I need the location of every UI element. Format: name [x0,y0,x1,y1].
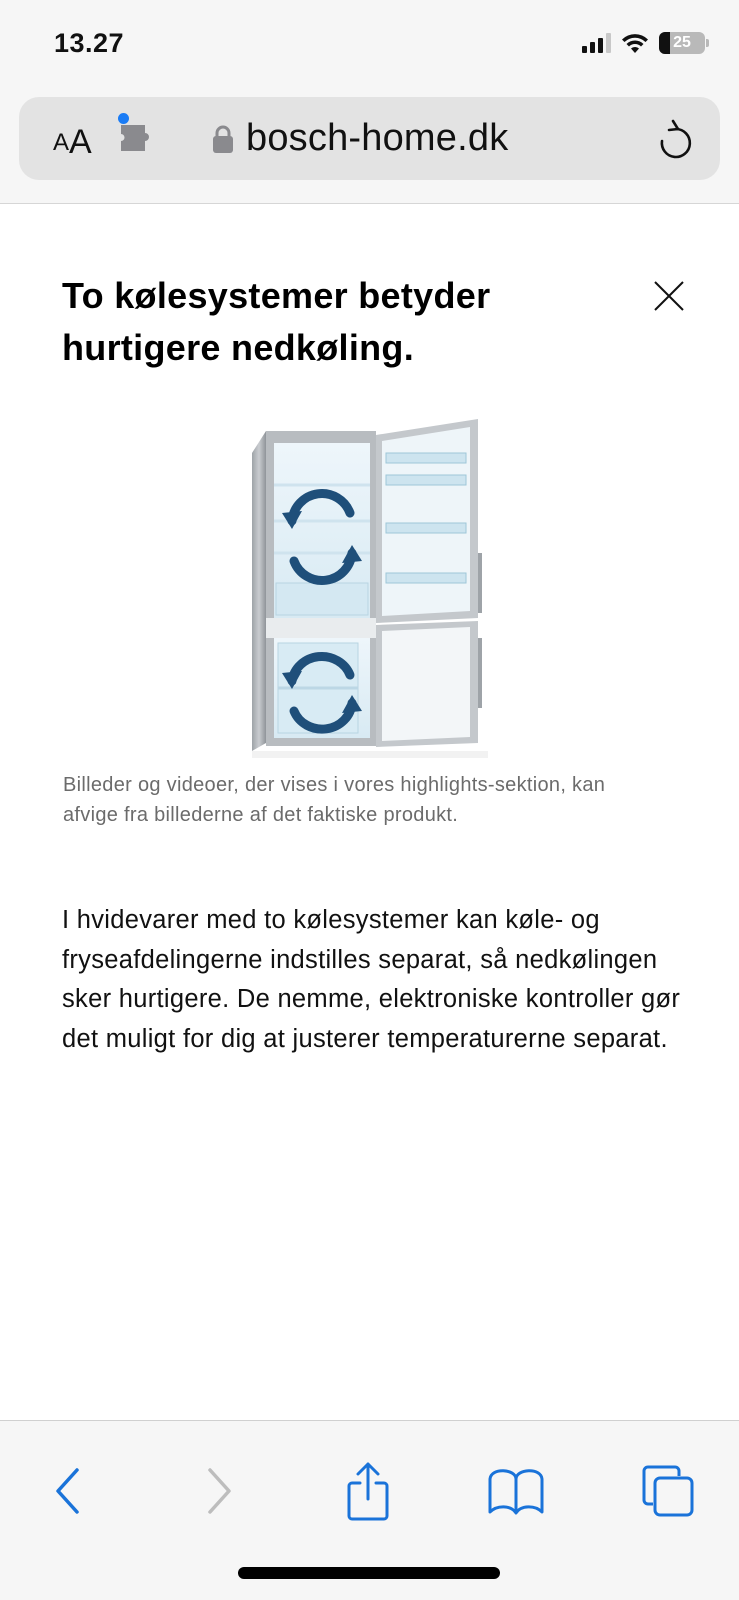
text-size-icon-large: A [69,123,92,161]
lock-icon [212,124,234,154]
wifi-icon [621,32,649,54]
tabs-icon [641,1464,695,1518]
browser-top-bar [0,92,739,204]
back-button[interactable] [37,1461,97,1521]
book-icon [487,1467,545,1515]
modal-content [0,205,739,1420]
bookmarks-button[interactable] [486,1461,546,1521]
feature-description: I hvidevarer med to kølesystemer kan køle- og fryseafdelingerne indstilles separat, så nedkølingen sker hurtigere. De nemme, elektroniske kontroller gør det muligt for dig at justerer temperaturerne separat. [62,906,681,1053]
share-button[interactable] [338,1461,398,1521]
close-icon[interactable] [652,279,686,313]
battery-percent: 25 [673,34,691,51]
modal-title: To kølesystemer betyder hurtigere nedkøling. [62,275,491,368]
reload-icon[interactable] [652,117,692,161]
text-size-button[interactable] [53,115,92,161]
chevron-left-icon [52,1467,82,1515]
url-text: bosch-home.dk [246,117,509,159]
extension-puzzle-icon[interactable] [118,123,156,153]
url-field[interactable] [212,97,508,180]
status-icons [582,32,709,54]
forward-button[interactable] [190,1461,250,1521]
fridge-product-image [252,413,488,758]
text-size-icon-small: A [53,129,70,156]
share-icon [344,1461,392,1521]
status-time: 13.27 [54,28,125,58]
image-disclaimer: Billeder og videoer, der vises i vores highlights-sektion, kan afvige fra billederne af det faktiske produkt. [63,774,606,826]
cellular-signal-icon [582,33,611,53]
status-bar [0,0,739,92]
tabs-button[interactable] [638,1461,698,1521]
home-indicator[interactable] [238,1567,500,1579]
address-bar[interactable] [19,97,720,180]
chevron-right-icon [205,1467,235,1515]
battery-icon [659,32,709,54]
